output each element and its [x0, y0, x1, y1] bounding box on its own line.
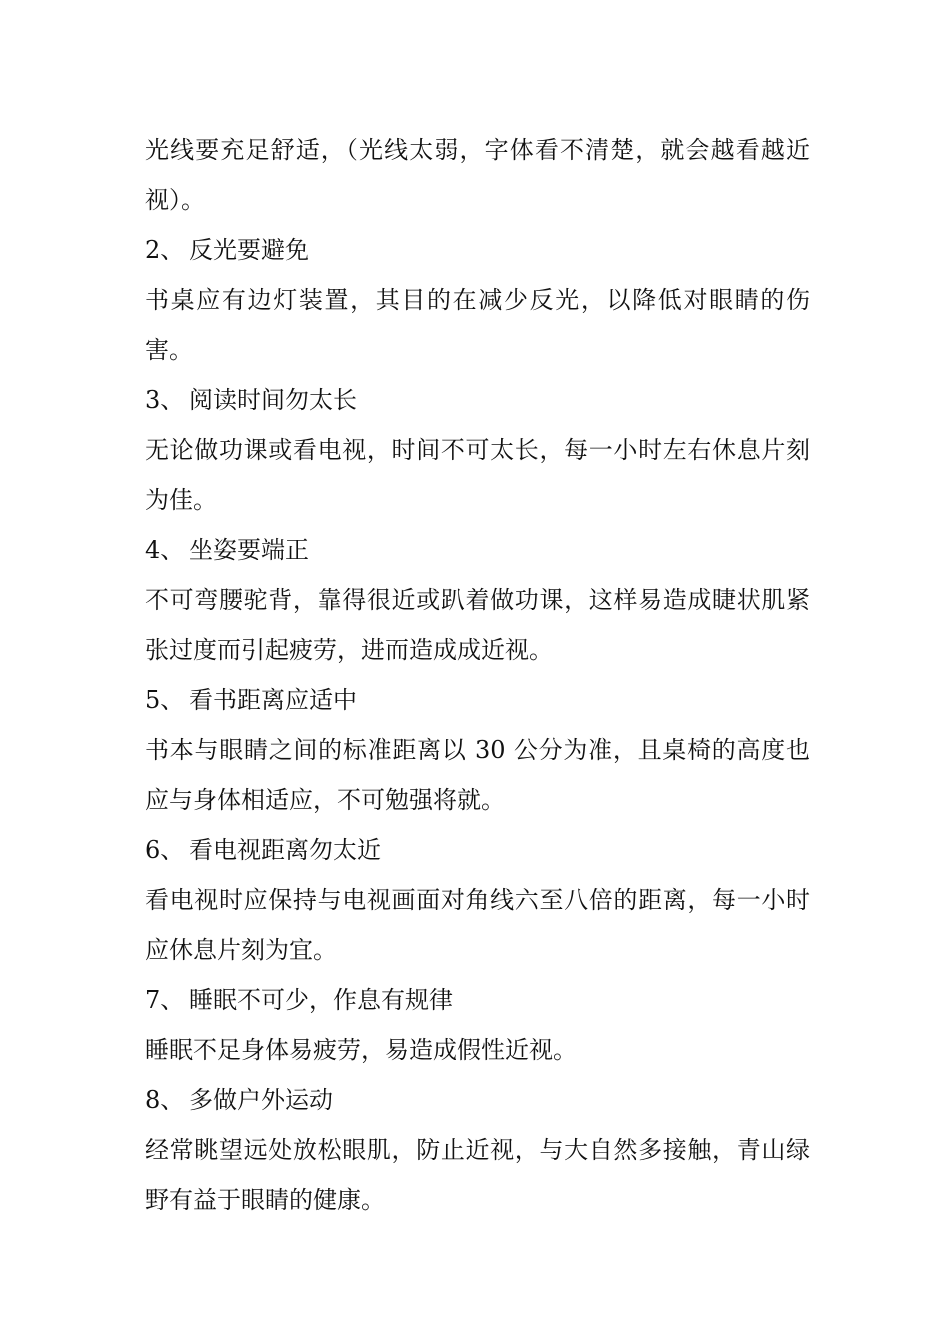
- section-body-7: 睡眠不足身体易疲劳，易造成假性近视。: [145, 1036, 577, 1064]
- section-heading-7: [145, 975, 810, 1025]
- section-body-4: 不可弯腰驼背，靠得很近或趴着做功课，这样易造成睫状肌紧张过度而引起疲劳，进而造成成近视。: [145, 586, 810, 664]
- document-body: [145, 125, 810, 1225]
- section-heading-2: [145, 225, 810, 275]
- section-number: 2、: [145, 236, 185, 264]
- intro-paragraph: 光线要充足舒适，（光线太弱，字体看不清楚，就会越看越近视）。: [145, 136, 810, 214]
- section-title: 多做户外运动: [189, 1086, 333, 1114]
- section-body-3: 无论做功课或看电视，时间不可太长，每一小时左右休息片刻为佳。: [145, 436, 810, 514]
- section-title: 坐姿要端正: [189, 536, 309, 564]
- section-heading-4: [145, 525, 810, 575]
- section-title: 睡眠不可少，作息有规律: [189, 986, 453, 1014]
- section-number: 5、: [145, 686, 185, 714]
- section-number: 3、: [145, 386, 185, 414]
- section-number: 4、: [145, 536, 185, 564]
- section-title: 看电视距离勿太近: [189, 836, 381, 864]
- section-number: 8、: [145, 1086, 185, 1114]
- section-number: 6、: [145, 836, 185, 864]
- section-heading-5: [145, 675, 810, 725]
- section-body-2: 书桌应有边灯装置，其目的在减少反光，以降低对眼睛的伤害。: [145, 286, 810, 364]
- section-title: 反光要避免: [189, 236, 309, 264]
- section-title: 看书距离应适中: [189, 686, 357, 714]
- section-number: 7、: [145, 986, 185, 1014]
- section-title: 阅读时间勿太长: [189, 386, 357, 414]
- section-body-8: 经常眺望远处放松眼肌，防止近视，与大自然多接触，青山绿野有益于眼睛的健康。: [145, 1136, 810, 1214]
- section-body-6: 看电视时应保持与电视画面对角线六至八倍的距离，每一小时应休息片刻为宜。: [145, 886, 810, 964]
- section-heading-8: [145, 1075, 810, 1125]
- section-body-5: 书本与眼睛之间的标准距离以 30 公分为准，且桌椅的高度也应与身体相适应，不可勉强将就。: [145, 736, 810, 814]
- section-heading-3: [145, 375, 810, 425]
- section-heading-6: [145, 825, 810, 875]
